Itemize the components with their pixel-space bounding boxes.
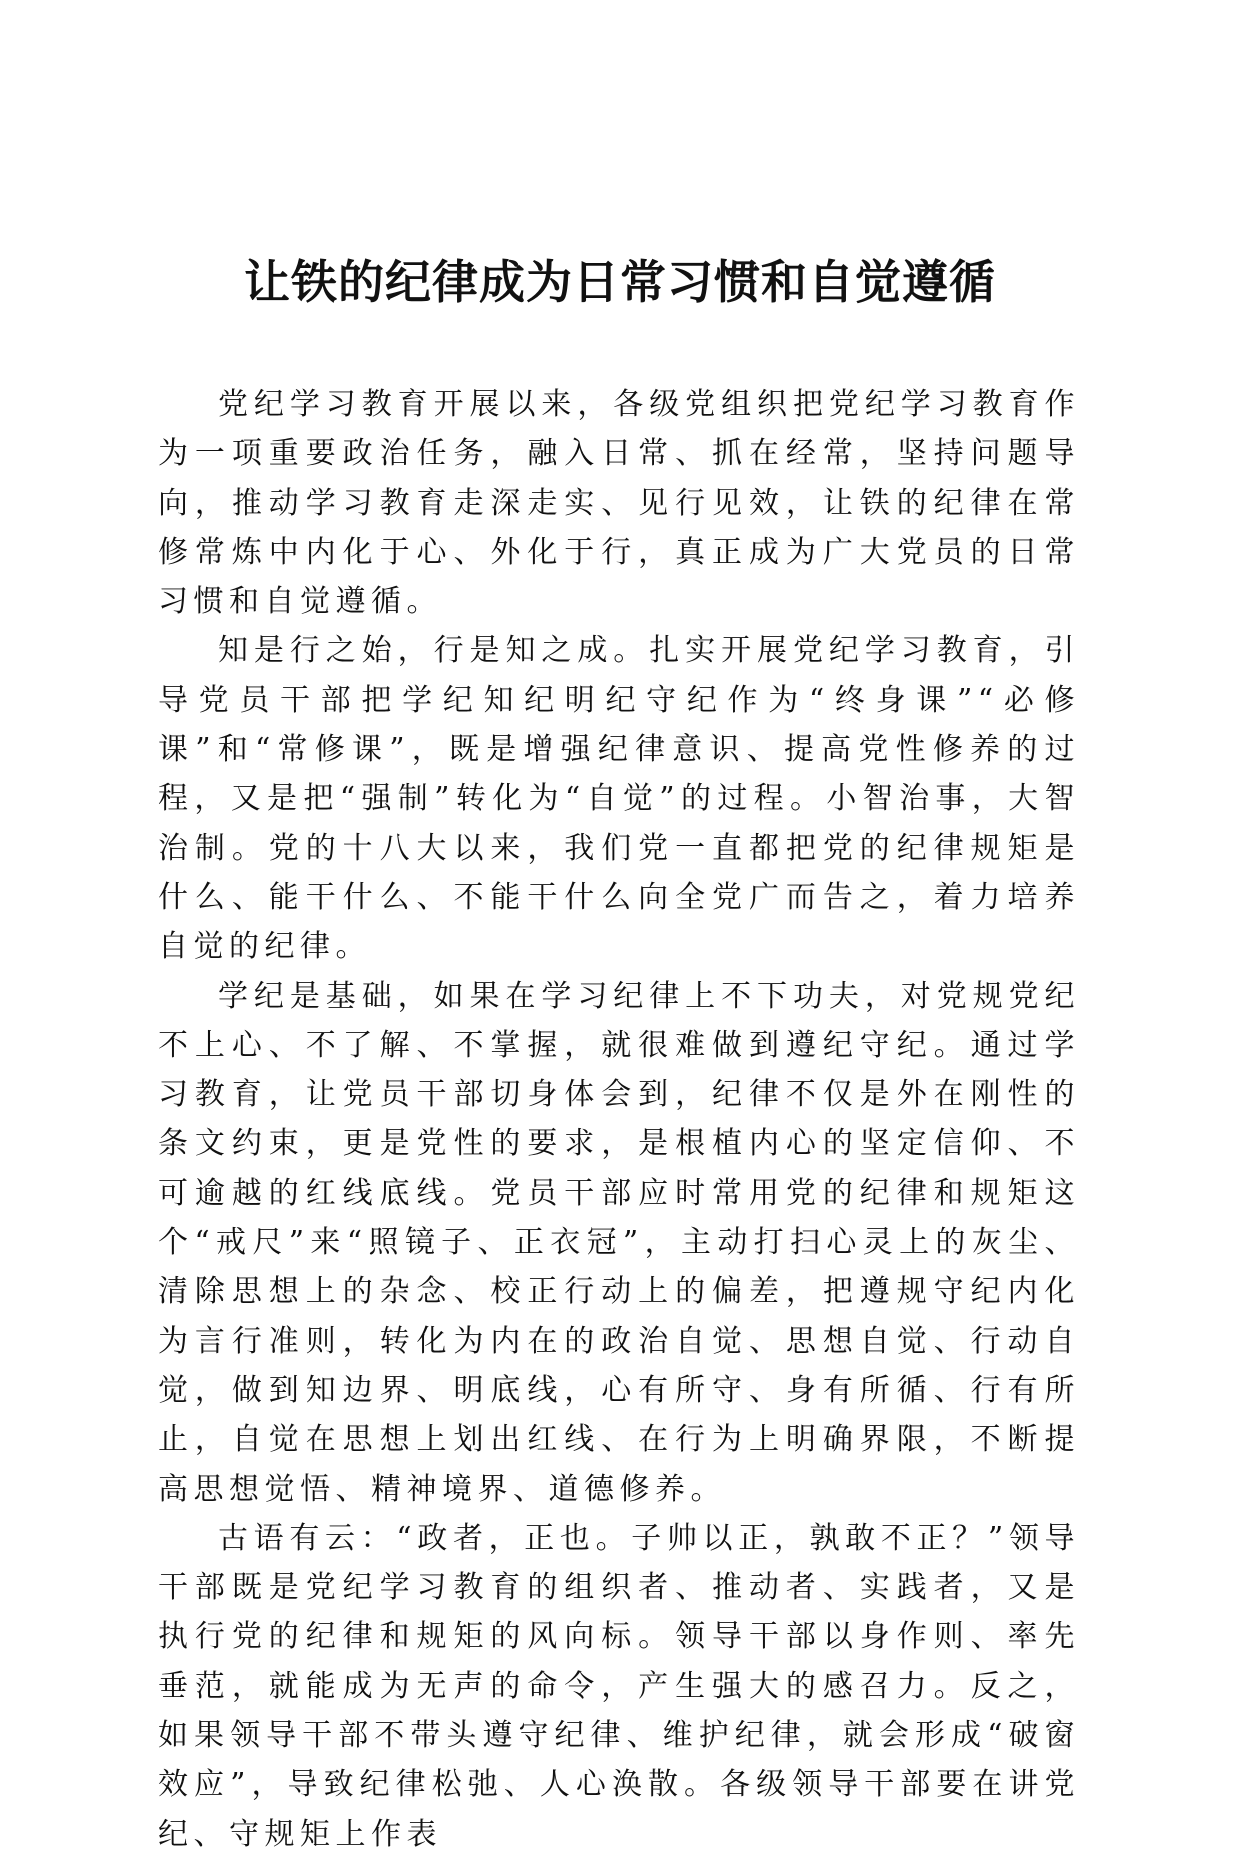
document-title: 让铁的纪律成为日常习惯和自觉遵循	[244, 255, 996, 309]
paragraph-2: 知是行之始，行是知之成。扎实开展党纪学习教育，引导党员干部把学纪知纪明纪守纪作为“终身课”“必修课”和“常修课”，既是增强纪律意识、提高党性修养的过程，又是把“强制”转化为“自觉”的过程。小智治事，大智治制。党的十八大以来，我们党一直都把党的纪律规矩是什么、能干什么、不能干什么向全党广而告之，着力培养自觉的纪律。	[158, 633, 1080, 965]
document-body	[158, 380, 1080, 1859]
paragraph-1: 党纪学习教育开展以来，各级党组织把党纪学习教育作为一项重要政治任务，融入日常、抓在经常，坚持问题导向，推动学习教育走深走实、见行见效，让铁的纪律在常修常炼中内化于心、外化于行，真正成为广大党员的日常习惯和自觉遵循。	[158, 387, 1080, 620]
paragraph-4: 古语有云：“政者，正也。子帅以正，孰敢不正？”领导干部既是党纪学习教育的组织者、推动者、实践者，又是执行党的纪律和规矩的风向标。领导干部以身作则、率先垂范，就能成为无声的命令，产生强大的感召力。反之，如果领导干部不带头遵守纪律、维护纪律，就会形成“破窗效应”，导致纪律松弛、人心涣散。各级领导干部要在讲党纪、守规矩上作表	[158, 1520, 1080, 1852]
paragraph-3: 学纪是基础，如果在学习纪律上不下功夫，对党规党纪不上心、不了解、不掌握，就很难做到遵纪守纪。通过学习教育，让党员干部切身体会到，纪律不仅是外在刚性的条文约束，更是党性的要求，是根植内心的坚定信仰、不可逾越的红线底线。党员干部应时常用党的纪律和规矩这个“戒尺”来“照镜子、正衣冠”，主动打扫心灵上的灰尘、清除思想上的杂念、校正行动上的偏差，把遵规守纪内化为言行准则，转化为内在的政治自觉、思想自觉、行动自觉，做到知边界、明底线，心有所守、身有所循、行有所止，自觉在思想上划出红线、在行为上明确界限，不断提高思想觉悟、精神境界、道德修养。	[158, 978, 1080, 1507]
